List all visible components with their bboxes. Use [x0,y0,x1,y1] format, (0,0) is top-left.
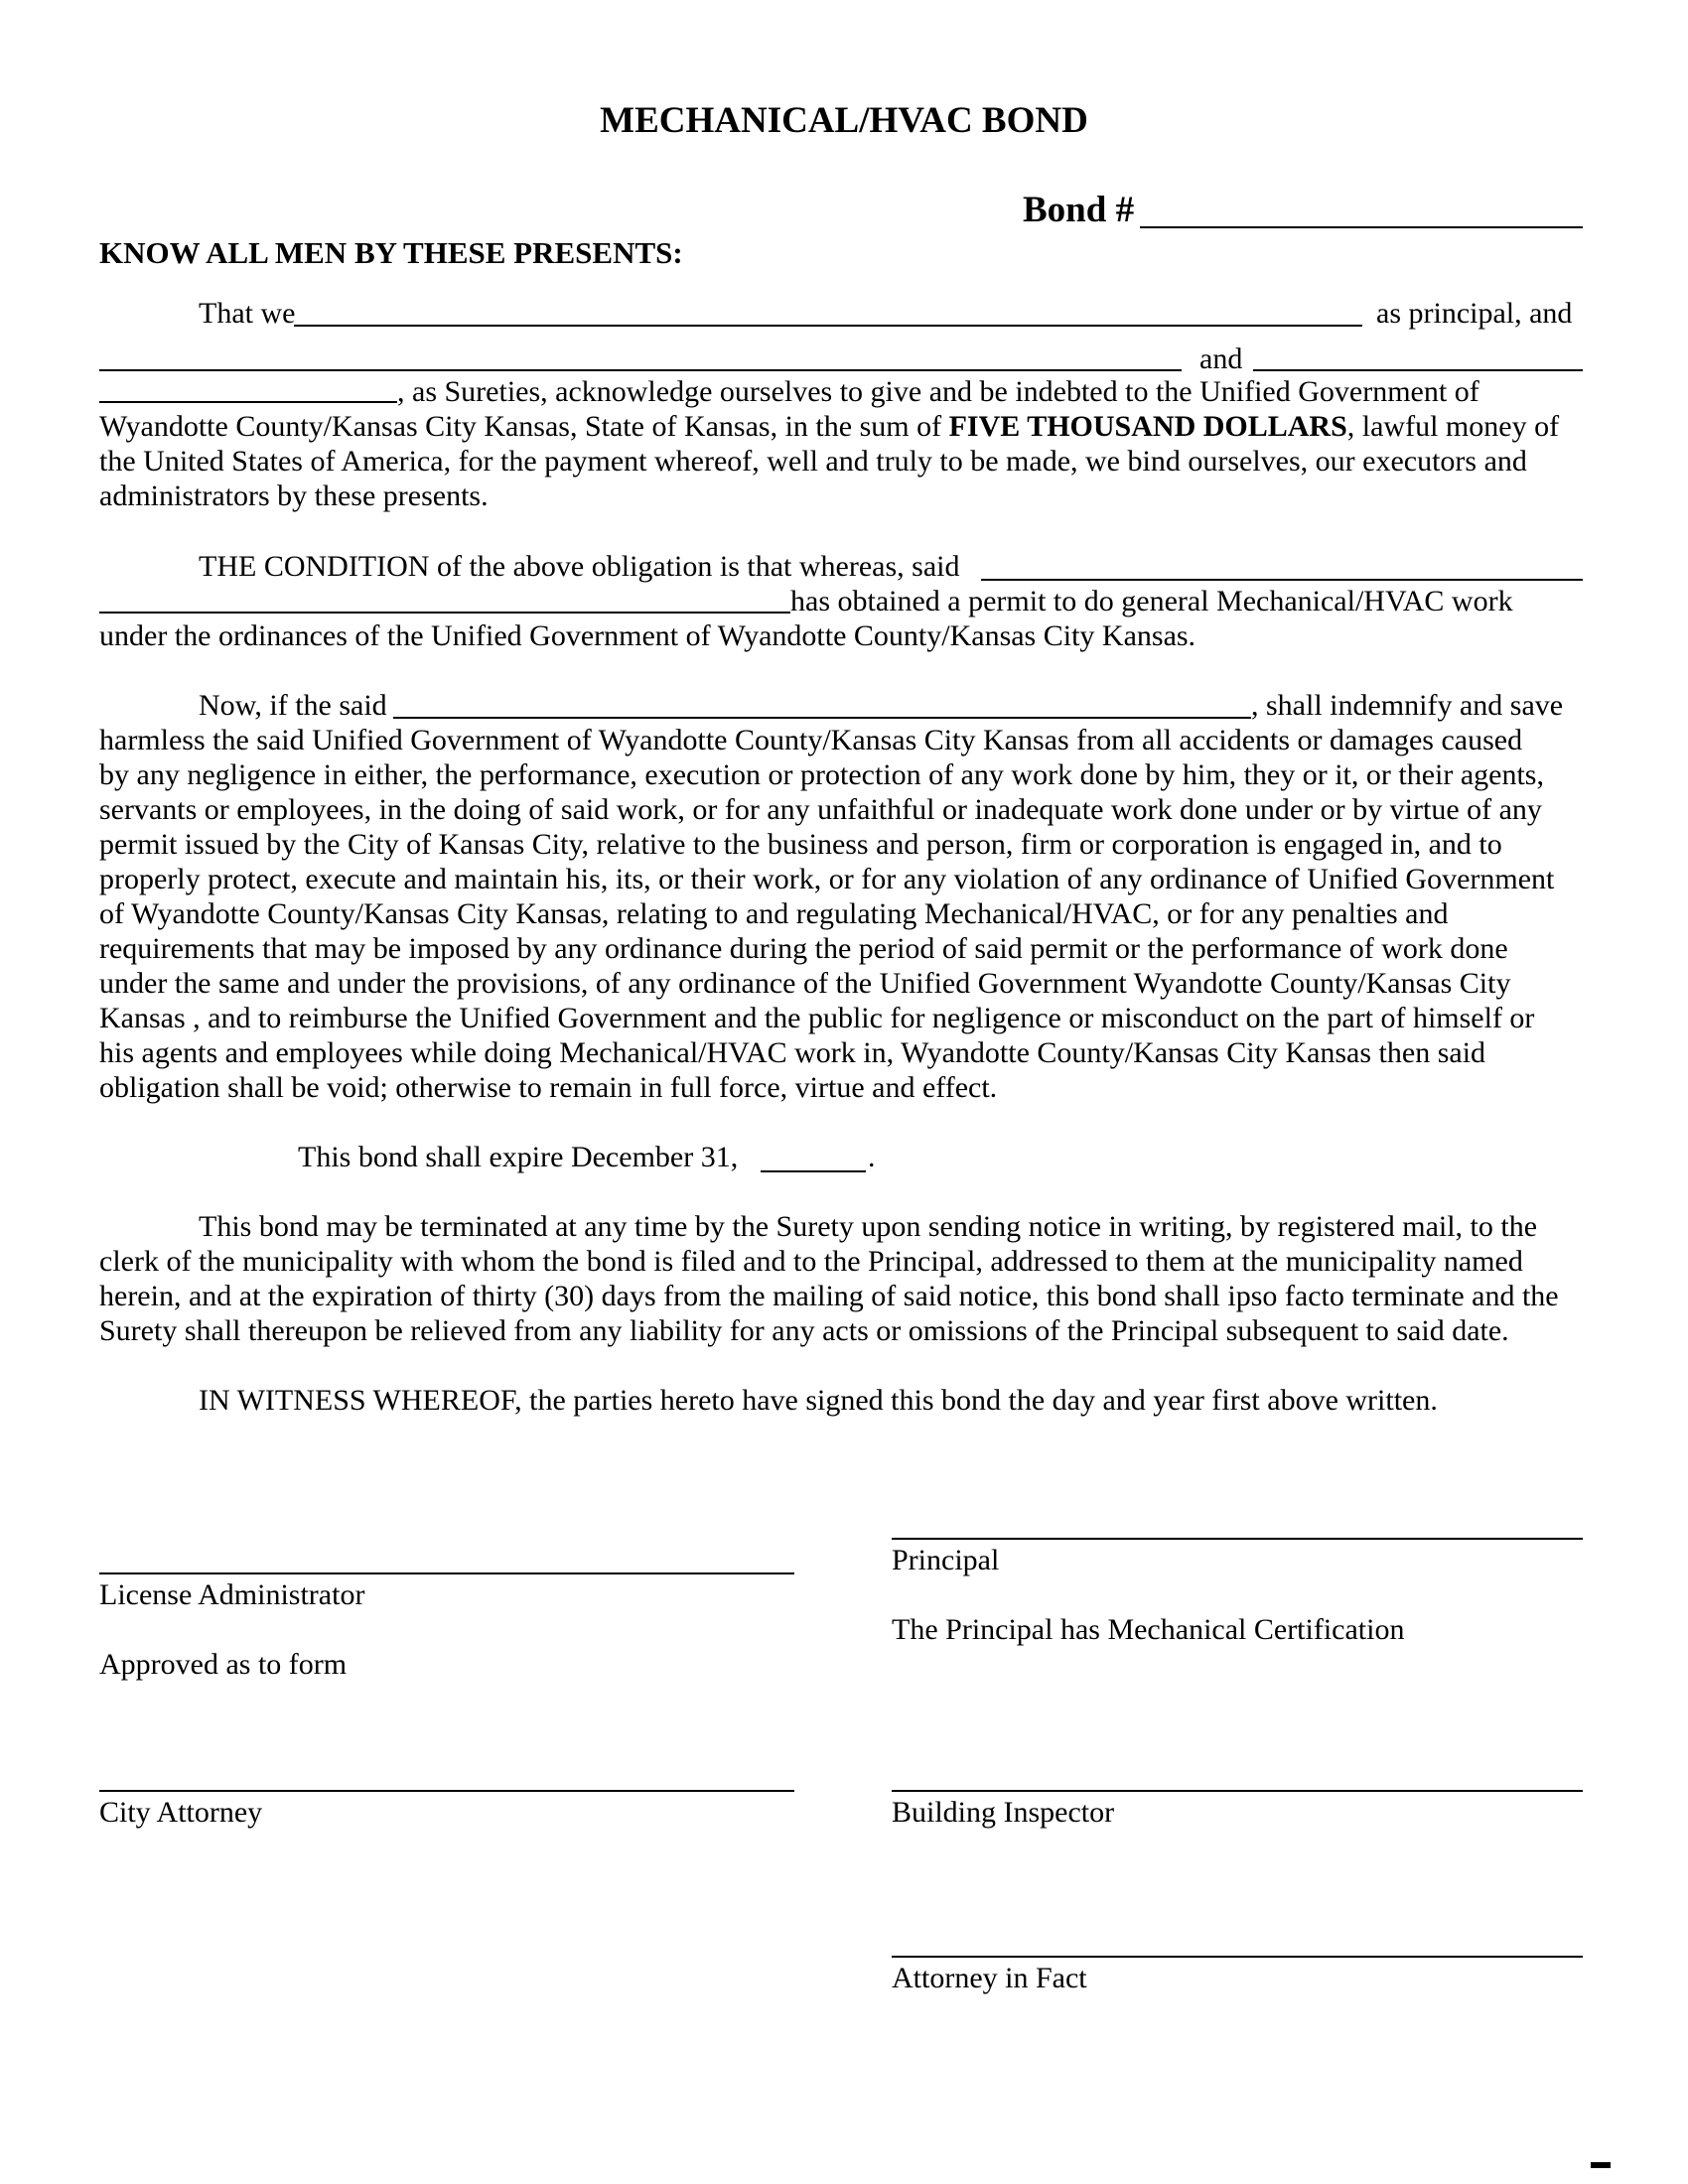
principal-name-field[interactable] [294,325,1362,327]
surety-name-field-2[interactable] [1253,369,1583,371]
sum-line [99,409,1559,444]
surety-name-field-3[interactable] [99,401,397,403]
paragraph-1-line-4: the United States of America, for the payment whereof, well and truly to be made, we bind ourselves, our executors and [99,445,1527,478]
approved-as-to-form-label: Approved as to form [99,1648,348,1681]
indemnity-line-1: harmless the said Unified Government of Wyandotte County/Kansas City Kansas from all accidents or damages caused [99,724,1523,756]
certification-text: The Principal has Mechanical Certification [892,1613,1405,1646]
attorney-in-fact-label: Attorney in Fact [892,1962,1087,1994]
principal-signature-line[interactable] [892,1538,1583,1540]
condition-text: THE CONDITION of the above obligation is that whereas, said [199,550,960,583]
scan-mark [1591,2162,1611,2168]
building-inspector-label: Building Inspector [892,1796,1115,1829]
indemnitor-name-field[interactable] [393,717,1251,719]
indemnity-line-6: of Wyandotte County/Kansas City Kansas, relating to and regulating Mechanical/HVAC, or for any penalties and [99,897,1449,930]
and-label: and [1199,342,1243,375]
permit-holder-field-1[interactable] [981,579,1583,581]
termination-line-3: herein, and at the expiration of thirty (30) days from the mailing of said notice, this bond shall ipso facto terminate and the [99,1280,1559,1312]
principal-label: Principal [892,1544,1000,1576]
termination-line-1: This bond may be terminated at any time by the Surety upon sending notice in writing, by registered mail, to the [199,1210,1538,1243]
witness-text: IN WITNESS WHEREOF, the parties hereto have signed this bond the day and year first above written. [199,1384,1438,1417]
bond-number-field[interactable] [1140,226,1583,228]
permit-text: has obtained a permit to do general Mechanical/HVAC work [790,585,1513,617]
city-attorney-signature-line[interactable] [99,1790,794,1792]
termination-line-4: Surety shall thereupon be relieved from any liability for any acts or omissions of the Principal subsequent to said date. [99,1314,1509,1347]
indemnity-line-4: permit issued by the City of Kansas City, relative to the business and person, firm or corporation is engaged in, and to [99,828,1502,861]
indemnity-line-3: servants or employees, in the doing of said work, or for any unfaithful or inadequate work done under or by virtue of any [99,793,1542,826]
building-inspector-signature-line[interactable] [892,1790,1583,1792]
indemnity-line-11: obligation shall be void; otherwise to remain in full force, virtue and effect. [99,1071,998,1104]
city-attorney-label: City Attorney [99,1796,263,1829]
attorney-in-fact-signature-line[interactable] [892,1956,1583,1958]
indemnity-line-2: by any negligence in either, the performance, execution or protection of any work done by him, they or it, or their agents, [99,758,1544,791]
permit-holder-field-2[interactable] [99,612,790,614]
indemnity-line-8: under the same and under the provisions, of any ordinance of the Unified Government Wyandotte County/Kansas City [99,967,1511,1000]
paragraph-1-line-5: administrators by these presents. [99,479,489,512]
bond-number-label: Bond # [1023,190,1135,230]
document-title: MECHANICAL/HVAC BOND [600,100,1088,141]
expiry-text: This bond shall expire December 31, [298,1141,739,1173]
indemnity-line-5: properly protect, execute and maintain his, its, or their work, or for any violation of any ordinance of Unified Government [99,863,1555,895]
preamble-heading: KNOW ALL MEN BY THESE PRESENTS: [99,235,683,270]
license-admin-label: License Administrator [99,1578,365,1611]
indemnity-line-10: his agents and employees while doing Mechanical/HVAC work in, Wyandotte County/Kansas City Kansas then said [99,1036,1486,1069]
sum-line-suffix: , lawful money of [1346,410,1560,443]
bond-amount: FIVE THOUSAND DOLLARS [948,410,1347,443]
now-if-label: Now, if the said [199,689,387,722]
that-we-label: That we [199,297,296,330]
sum-line-prefix: Wyandotte County/Kansas City Kansas, State of Kansas, in the sum of [99,410,949,443]
indemnity-line-9: Kansas , and to reimburse the Unified Government and the public for negligence or misconduct on the part of himself or [99,1002,1535,1034]
ordinances-text: under the ordinances of the Unified Government of Wyandotte County/Kansas City Kansas. [99,619,1196,652]
indemnity-line-7: requirements that may be imposed by any ordinance during the period of said permit or the performance of work done [99,932,1508,965]
license-admin-signature-line[interactable] [99,1572,794,1574]
surety-name-field-1[interactable] [99,369,1182,371]
expiry-period: . [868,1141,876,1173]
indemnify-text: , shall indemnify and save [1251,689,1564,722]
termination-line-2: clerk of the municipality with whom the bond is filed and to the Principal, addressed to them at the municipality named [99,1245,1523,1278]
expiry-year-field[interactable] [761,1170,866,1172]
sureties-text: , as Sureties, acknowledge ourselves to give and be indebted to the Unified Government of [397,375,1479,408]
as-principal-label: as principal, and [1376,297,1573,330]
